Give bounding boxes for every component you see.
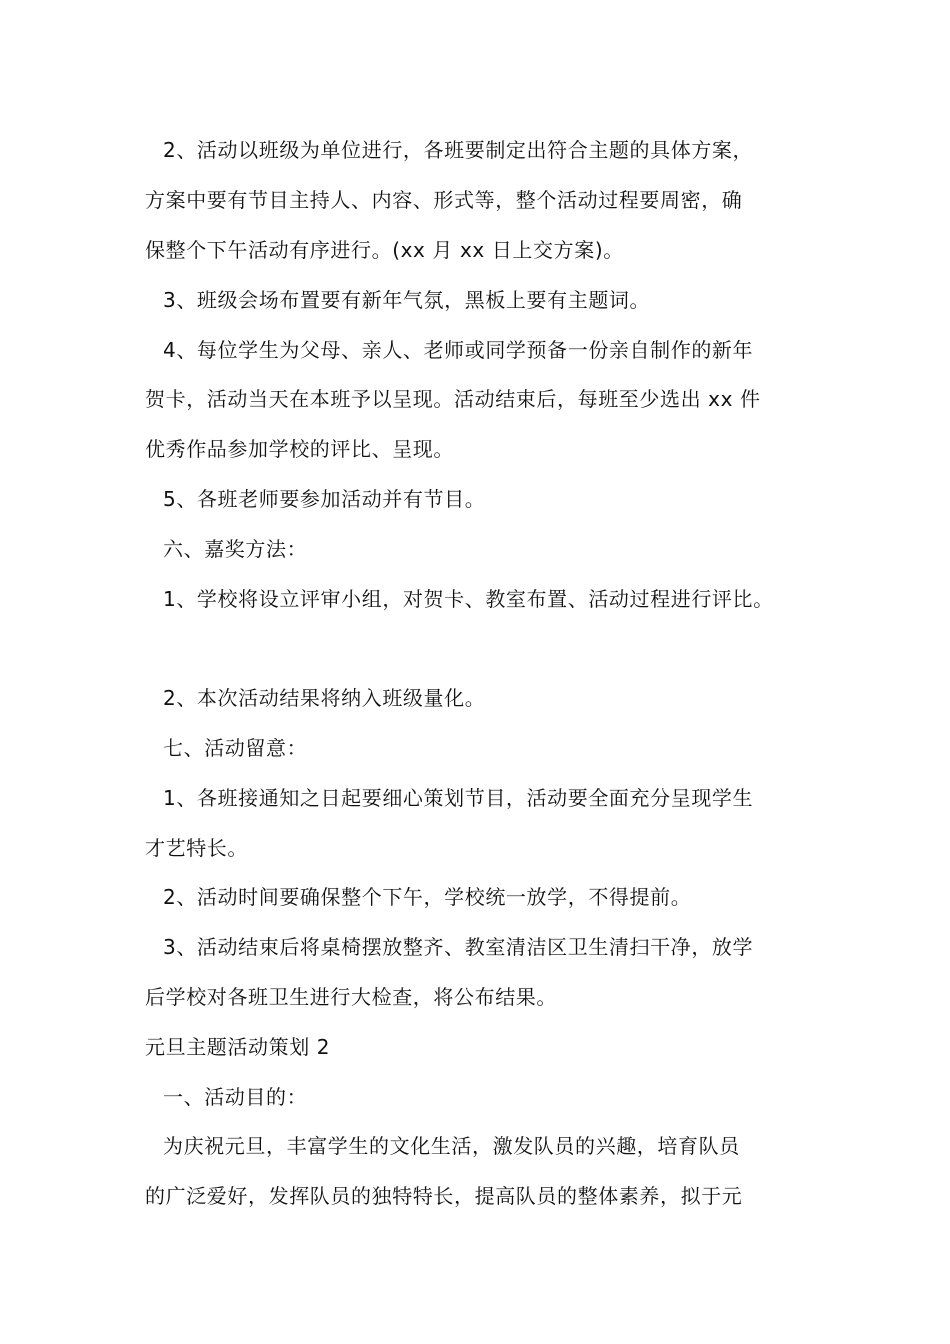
paragraph-line: 方案中要有节目主持人、内容、形式等，整个活动过程要周密，确 — [145, 188, 743, 212]
paragraph-line: 优秀作品参加学校的评比、呈现。 — [145, 437, 454, 461]
paragraph-line: 后学校对各班卫生进行大检查，将公布结果。 — [145, 985, 557, 1009]
paragraph-line: 2、本次活动结果将纳入班级量化。 — [163, 686, 486, 710]
section-heading: 七、活动留意： — [163, 736, 308, 760]
paragraph-line: 保整个下午活动有序进行。(xx 月 xx 日上交方案)。 — [145, 238, 624, 262]
paragraph-line: 3、活动结束后将桌椅摆放整齐、教室清洁区卫生清扫干净，放学 — [163, 935, 754, 959]
paragraph-line: 5、各班老师要参加活动并有节目。 — [163, 487, 486, 511]
paragraph-line: 4、每位学生为父母、亲人、老师或同学预备一份亲自制作的新年 — [163, 338, 754, 362]
paragraph-line: 2、活动时间要确保整个下午，学校统一放学，不得提前。 — [163, 885, 692, 909]
paragraph-line: 1、各班接通知之日起要细心策划节目，活动要全面充分呈现学生 — [163, 786, 754, 810]
paragraph-line: 才艺特长。 — [145, 836, 248, 860]
paragraph-line: 2、活动以班级为单位进行，各班要制定出符合主题的具体方案， — [163, 138, 754, 162]
section-heading: 六、嘉奖方法： — [163, 537, 308, 561]
paragraph-line: 3、班级会场布置要有新年气氛，黑板上要有主题词。 — [163, 288, 651, 312]
section-heading: 一、活动目的： — [163, 1085, 308, 1109]
paragraph-line: 贺卡，活动当天在本班予以呈现。活动结束后，每班至少选出 xx 件 — [145, 387, 761, 411]
document-title: 元旦主题活动策划 2 — [145, 1035, 331, 1059]
paragraph-line: 为庆祝元旦，丰富学生的文化生活，激发队员的兴趣，培育队员 — [163, 1134, 740, 1158]
paragraph-line: 1、学校将设立评审小组，对贺卡、教室布置、活动过程进行评比。 — [163, 587, 774, 611]
paragraph-line: 的广泛爱好，发挥队员的独特特长，提高队员的整体素养，拟于元 — [145, 1184, 743, 1208]
